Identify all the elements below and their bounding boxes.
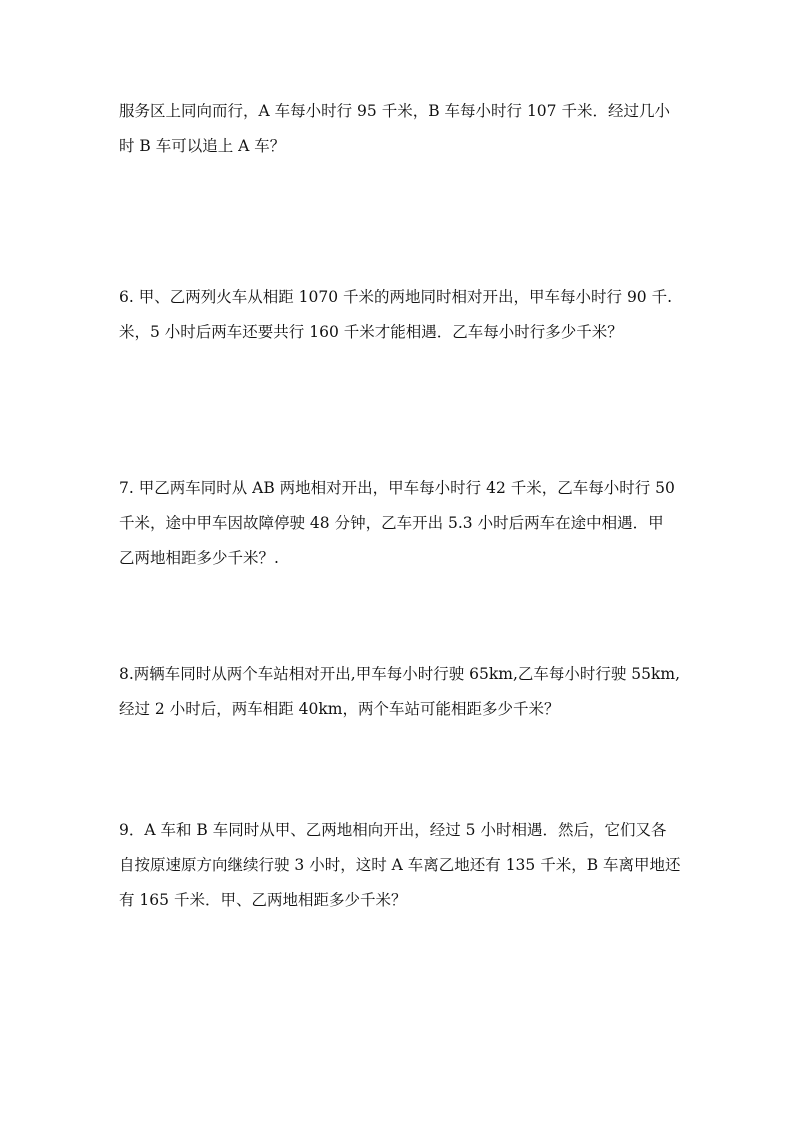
- problem-line: 时 B 车可以追上 A 车？: [119, 137, 286, 155]
- problem-line: 6. 甲、乙两列火车从相距 1070 千米的两地同时相对开出，甲车每小时行 90 千.: [119, 288, 673, 306]
- problem-line: 7. 甲乙两车同时从 AB 两地相对开出，甲车每小时行 42 千米，乙车每小时行 50: [119, 479, 675, 497]
- problem-line: 8.两辆车同时从两个车站相对开出,甲车每小时行驶 65km,乙车每小时行驶 55km,: [119, 665, 681, 683]
- problem-line: 自按原速原方向继续行驶 3 小时，这时 A 车离乙地还有 135 千米，B 车离甲地还: [119, 856, 681, 874]
- problem-line: 米，5 小时后两车还要共行 160 千米才能相遇．乙车每小时行多少千米？: [119, 323, 623, 341]
- problem-8: [119, 657, 684, 727]
- problem-6: [119, 280, 684, 350]
- problem-line: 千米，途中甲车因故障停驶 48 分钟，乙车开出 5.3 小时后两车在途中相遇．甲: [119, 514, 664, 532]
- problem-line: 经过 2 小时后，两车相距 40km，两个车站可能相距多少千米？: [119, 700, 560, 718]
- problem-5-continued: [119, 94, 684, 164]
- problem-line: 9．A 车和 B 车同时从甲、乙两地相向开出，经过 5 小时相遇．然后，它们又各: [119, 821, 667, 839]
- problem-line: 有 165 千米．甲、乙两地相距多少千米？: [119, 891, 407, 909]
- problem-line: 乙两地相距多少千米？.: [119, 549, 279, 567]
- problem-line: 服务区上同向而行，A 车每小时行 95 千米，B 车每小时行 107 千米．经过几小: [119, 102, 670, 120]
- problem-9: [119, 813, 684, 918]
- problem-7: [119, 471, 684, 576]
